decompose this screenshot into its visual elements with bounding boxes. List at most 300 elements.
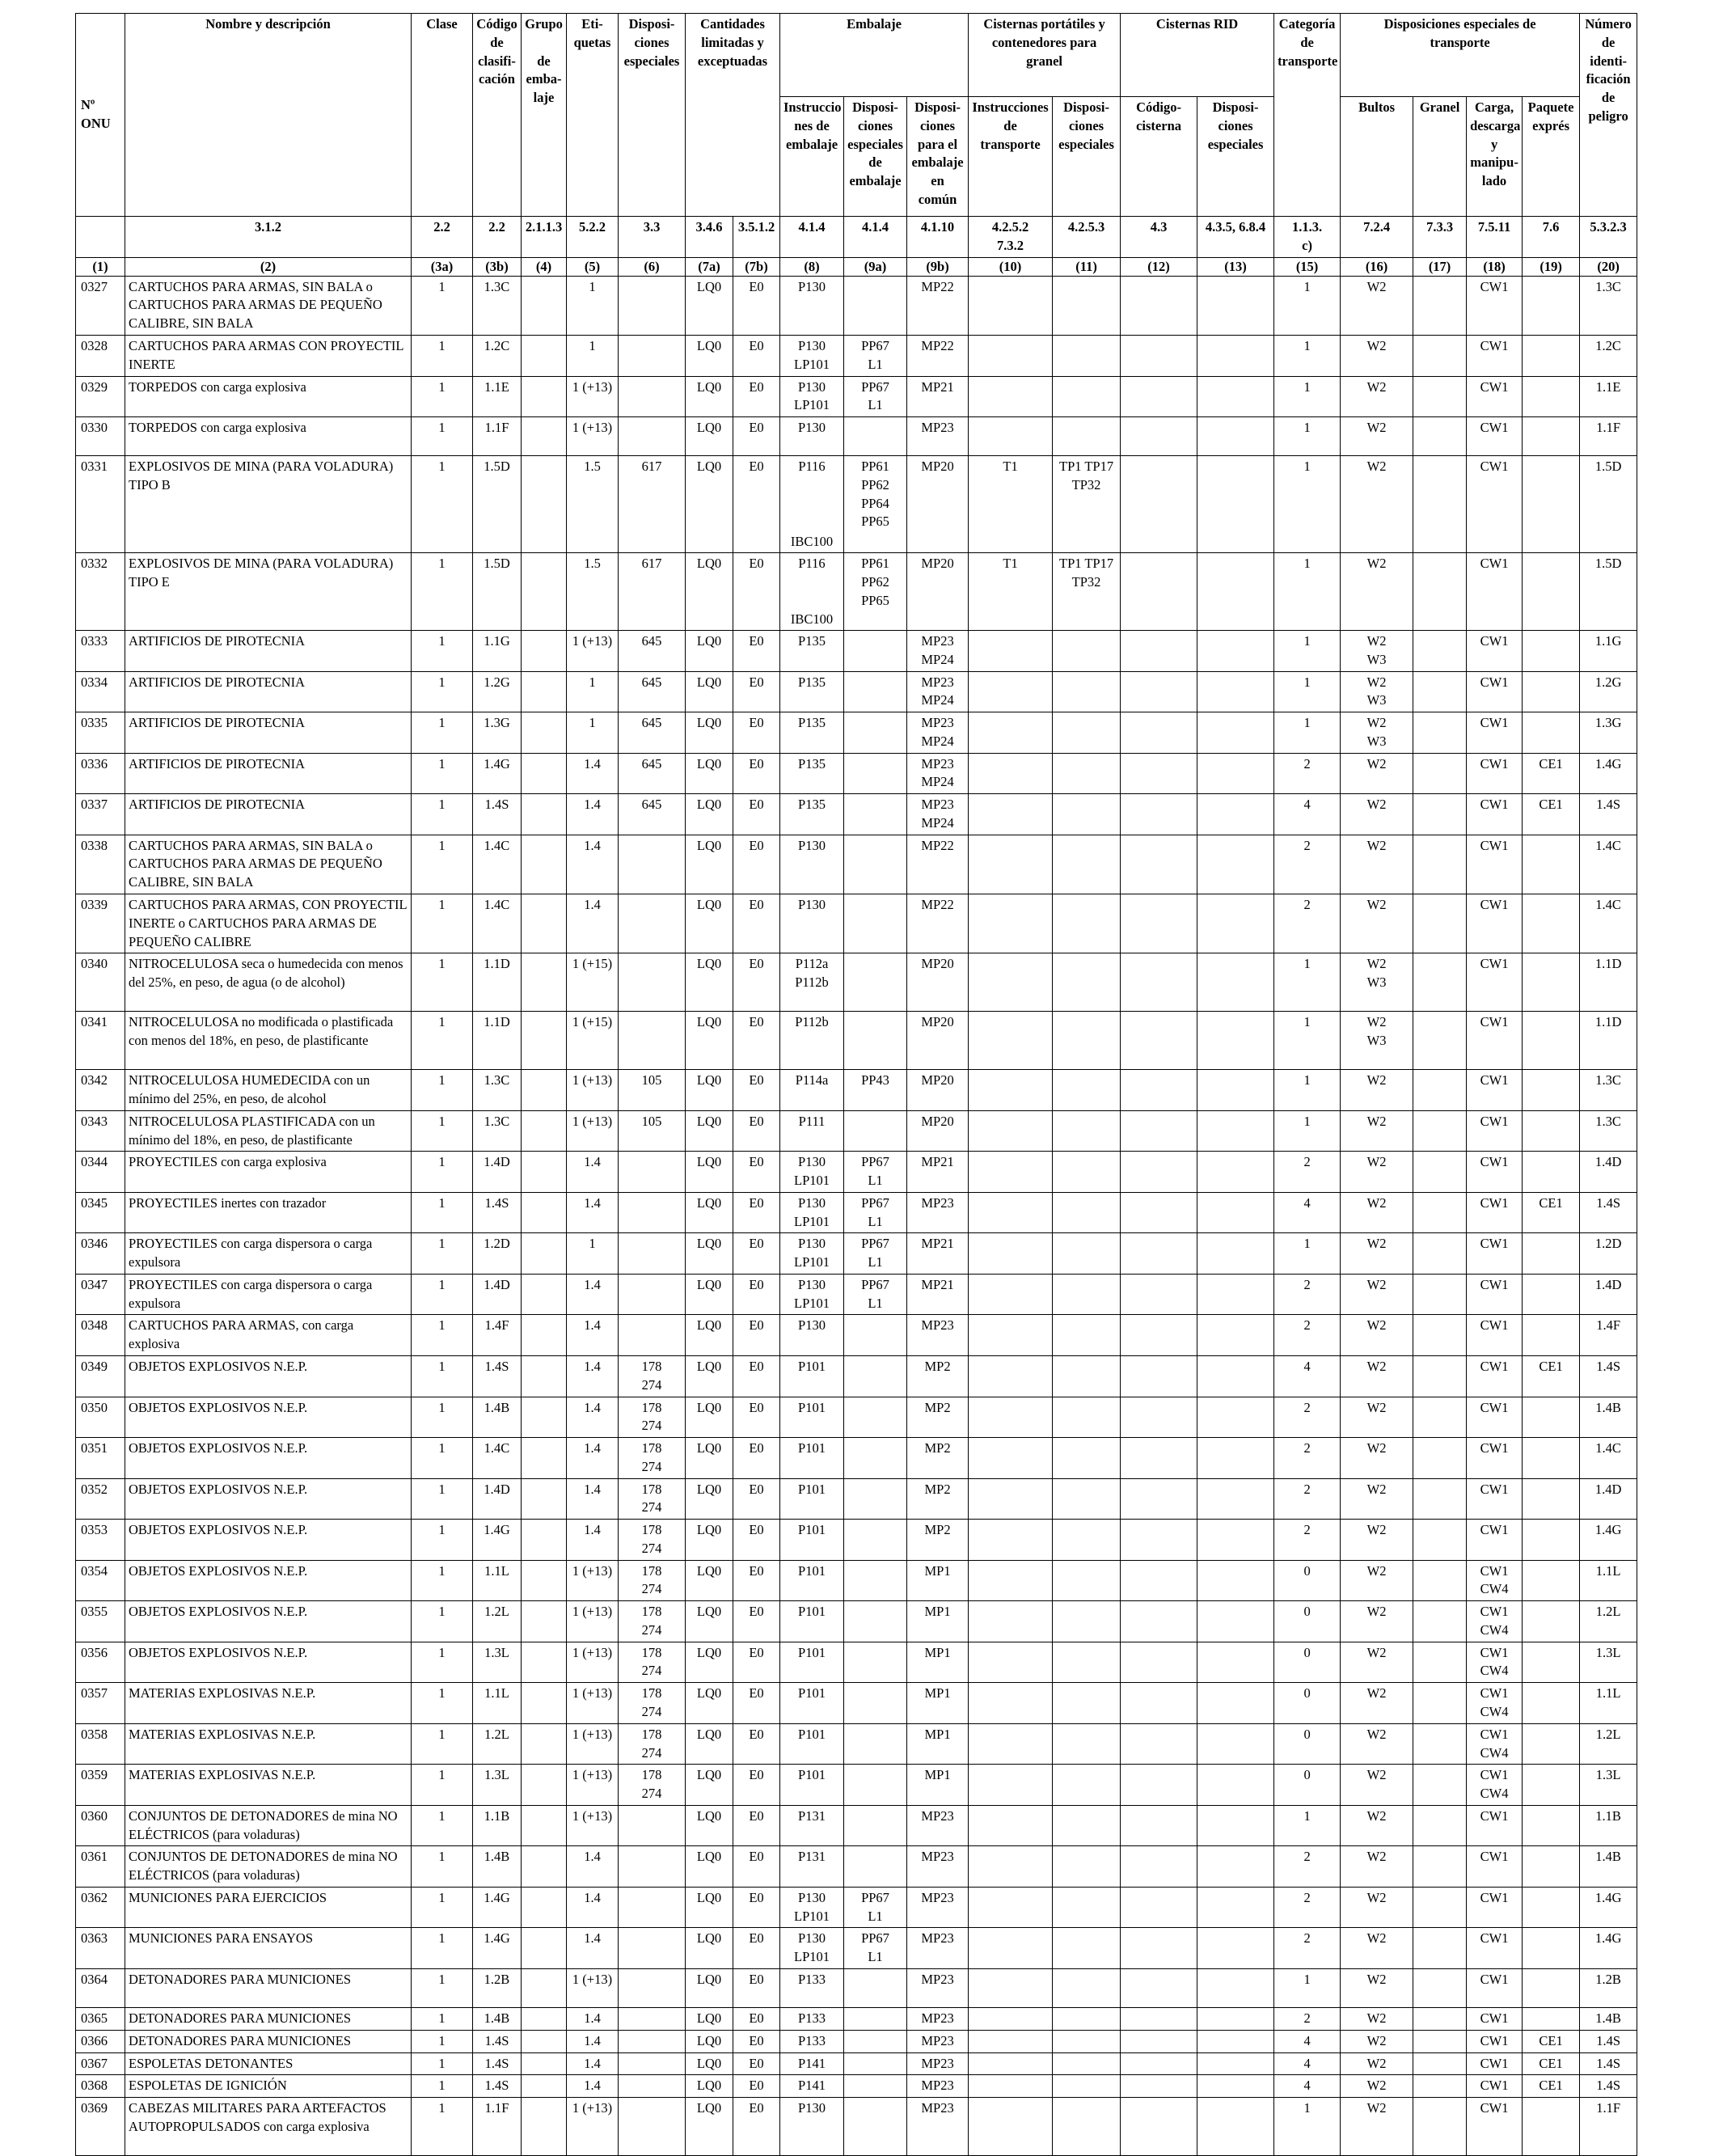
table-cell xyxy=(969,376,1053,417)
table-cell: LQ0 xyxy=(686,1478,733,1520)
table-cell: P130 LP101 xyxy=(780,1928,844,1969)
table-cell xyxy=(969,835,1053,894)
table-cell: 1.4 xyxy=(567,2007,619,2030)
table-cell xyxy=(1053,1765,1121,1806)
table-cell xyxy=(1413,417,1467,456)
name-cell: ARTIFICIOS DE PIROTECNIA xyxy=(125,671,412,712)
table-cell: CW1 xyxy=(1467,2075,1523,2098)
table-cell: 1 xyxy=(412,1356,473,1397)
table-cell: 1 xyxy=(1274,553,1341,631)
table-cell: CE1 xyxy=(1523,1192,1580,1233)
table-cell xyxy=(522,1642,567,1683)
table-cell xyxy=(1053,631,1121,672)
table-cell: 1 (+15) xyxy=(567,953,619,1012)
table-row xyxy=(76,1968,1637,2007)
table-cell: 1 (+13) xyxy=(567,417,619,456)
table-cell xyxy=(1121,1560,1197,1601)
table-cell: W2 xyxy=(1341,1274,1413,1315)
table-cell xyxy=(1121,953,1197,1012)
table-cell: 1.4 xyxy=(567,835,619,894)
reference-cell: 7.6 xyxy=(1523,217,1580,258)
table-cell: LQ0 xyxy=(686,794,733,835)
table-cell: 1 xyxy=(412,1152,473,1193)
table-cell: CW1 xyxy=(1467,1274,1523,1315)
table-cell: 1 xyxy=(412,1723,473,1765)
table-cell xyxy=(1121,1012,1197,1070)
table-cell: 1 xyxy=(567,671,619,712)
table-cell: TP1 TP17 TP32 xyxy=(1053,553,1121,631)
name-cell: EXPLOSIVOS DE MINA (PARA VOLADURA) TIPO E xyxy=(125,553,412,631)
table-row xyxy=(76,1012,1637,1070)
table-cell: 1 (+13) xyxy=(567,1110,619,1152)
table-cell: MP23 xyxy=(907,1846,969,1888)
table-cell xyxy=(1197,1397,1274,1438)
table-row xyxy=(76,1928,1637,1969)
table-cell: E0 xyxy=(733,1928,780,1969)
table-cell: CW1 xyxy=(1467,1846,1523,1888)
table-cell: 1.4 xyxy=(567,2052,619,2075)
table-cell: 1.4G xyxy=(473,753,522,794)
name-cell: CABEZAS MILITARES PARA ARTEFACTOS AUTOPROPULSADOS con carga explosiva xyxy=(125,2098,412,2156)
table-cell xyxy=(1413,376,1467,417)
table-cell: CE1 xyxy=(1523,2052,1580,2075)
table-cell: 1.4S xyxy=(1580,2052,1637,2075)
table-row xyxy=(76,835,1637,894)
table-cell xyxy=(619,1315,686,1356)
table-row xyxy=(76,1233,1637,1275)
column-number-cell: (17) xyxy=(1413,257,1467,276)
table-cell: MP23 xyxy=(907,1887,969,1928)
table-cell xyxy=(969,1356,1053,1397)
table-cell xyxy=(1121,417,1197,456)
header-packing-instructions: Instruccio nes de embalaje xyxy=(780,97,844,217)
table-cell xyxy=(969,1233,1053,1275)
table-cell: 1 xyxy=(1274,2098,1341,2156)
name-cell: OBJETOS EXPLOSIVOS N.E.P. xyxy=(125,1356,412,1397)
name-cell: DETONADORES PARA MUNICIONES xyxy=(125,2007,412,2030)
table-cell: LQ0 xyxy=(686,1805,733,1846)
table-cell xyxy=(1413,712,1467,754)
table-cell: 1.1L xyxy=(473,1683,522,1724)
column-number-cell: (9a) xyxy=(844,257,907,276)
un-number-cell: 0332 xyxy=(76,553,125,631)
table-cell: E0 xyxy=(733,1601,780,1642)
table-cell: LQ0 xyxy=(686,894,733,953)
table-cell xyxy=(522,631,567,672)
un-number-cell: 0358 xyxy=(76,1723,125,1765)
table-cell xyxy=(619,2030,686,2052)
table-cell: W2 xyxy=(1341,376,1413,417)
table-cell xyxy=(1197,2052,1274,2075)
table-cell: 1 xyxy=(412,335,473,376)
column-number-cell: (19) xyxy=(1523,257,1580,276)
un-number-cell: 0336 xyxy=(76,753,125,794)
table-cell xyxy=(522,835,567,894)
table-cell xyxy=(844,1560,907,1601)
table-cell: LQ0 xyxy=(686,553,733,631)
table-cell: CW1 xyxy=(1467,1438,1523,1479)
table-row xyxy=(76,1397,1637,1438)
table-cell: P101 xyxy=(780,1723,844,1765)
table-cell xyxy=(1523,1765,1580,1806)
table-cell: 2 xyxy=(1274,1152,1341,1193)
table-cell: 4 xyxy=(1274,794,1341,835)
un-number-cell: 0333 xyxy=(76,631,125,672)
table-cell: P130 LP101 xyxy=(780,335,844,376)
table-cell: 1 xyxy=(412,1968,473,2007)
table-cell: P135 xyxy=(780,712,844,754)
table-cell xyxy=(619,1274,686,1315)
table-cell: E0 xyxy=(733,1478,780,1520)
name-cell: ESPOLETAS DE IGNICIÓN xyxy=(125,2075,412,2098)
table-cell: W2 xyxy=(1341,1070,1413,1111)
table-cell xyxy=(1053,1152,1121,1193)
table-cell xyxy=(522,1152,567,1193)
table-cell: MP21 xyxy=(907,1152,969,1193)
table-cell: MP20 xyxy=(907,953,969,1012)
table-cell: P101 xyxy=(780,1560,844,1601)
un-number-cell: 0334 xyxy=(76,671,125,712)
table-cell xyxy=(1053,1560,1121,1601)
table-cell: P130 xyxy=(780,1315,844,1356)
table-cell: P130 LP101 xyxy=(780,1887,844,1928)
table-cell xyxy=(1413,1642,1467,1683)
table-cell xyxy=(969,2007,1053,2030)
table-cell xyxy=(969,1642,1053,1683)
table-cell xyxy=(1413,1846,1467,1888)
table-row xyxy=(76,1601,1637,1642)
table-cell: 1.1D xyxy=(473,953,522,1012)
header-bulk: Granel xyxy=(1413,97,1467,217)
table-cell: LQ0 xyxy=(686,1846,733,1888)
un-number-cell: 0349 xyxy=(76,1356,125,1397)
table-cell: 1 xyxy=(412,712,473,754)
packing-instruction: P116 xyxy=(798,556,826,572)
table-cell xyxy=(969,1683,1053,1724)
table-cell xyxy=(1413,1397,1467,1438)
table-cell xyxy=(1053,1070,1121,1111)
table-cell: E0 xyxy=(733,553,780,631)
table-cell: E0 xyxy=(733,753,780,794)
table-cell: MP20 xyxy=(907,1012,969,1070)
table-cell xyxy=(1053,671,1121,712)
table-cell: 2 xyxy=(1274,1520,1341,1561)
table-cell: CW1 xyxy=(1467,794,1523,835)
table-cell: P114a xyxy=(780,1070,844,1111)
table-cell xyxy=(619,1928,686,1969)
reference-cell: 5.2.2 xyxy=(567,217,619,258)
table-cell xyxy=(1053,1110,1121,1152)
table-cell: PP67 L1 xyxy=(844,1274,907,1315)
table-cell xyxy=(522,1560,567,1601)
table-cell xyxy=(1053,376,1121,417)
table-cell xyxy=(844,1356,907,1397)
table-cell xyxy=(1523,2098,1580,2156)
table-cell: 1 xyxy=(412,276,473,335)
table-cell: 4 xyxy=(1274,2030,1341,2052)
table-cell xyxy=(1413,2007,1467,2030)
reference-cell: 3.1.2 xyxy=(125,217,412,258)
table-cell: W2 W3 xyxy=(1341,631,1413,672)
table-cell: 1.2C xyxy=(1580,335,1637,376)
name-cell: CARTUCHOS PARA ARMAS, CON PROYECTIL INERTE o CARTUCHOS PARA ARMAS DE PEQUEÑO CALIBRE xyxy=(125,894,412,953)
table-cell: CW1 xyxy=(1467,835,1523,894)
table-cell xyxy=(844,1315,907,1356)
table-row xyxy=(76,2007,1637,2030)
table-cell: W2 xyxy=(1341,2030,1413,2052)
table-cell xyxy=(1197,1438,1274,1479)
table-cell: 1 xyxy=(412,1642,473,1683)
table-cell: 1.3C xyxy=(473,1110,522,1152)
table-cell: 1.4G xyxy=(1580,1928,1637,1969)
table-cell xyxy=(1413,1765,1467,1806)
table-cell: 1 xyxy=(412,835,473,894)
un-number-cell: 0360 xyxy=(76,1805,125,1846)
table-cell xyxy=(522,456,567,553)
table-cell: E0 xyxy=(733,1642,780,1683)
table-cell: 1.1E xyxy=(1580,376,1637,417)
table-cell xyxy=(1053,1438,1121,1479)
table-cell: CW1 xyxy=(1467,1520,1523,1561)
table-cell: 1.4 xyxy=(567,1152,619,1193)
table-cell xyxy=(969,894,1053,953)
table-cell: LQ0 xyxy=(686,671,733,712)
table-cell: 1.3L xyxy=(1580,1642,1637,1683)
un-number-cell: 0365 xyxy=(76,2007,125,2030)
table-cell xyxy=(844,1397,907,1438)
table-cell: E0 xyxy=(733,456,780,553)
table-cell: LQ0 xyxy=(686,417,733,456)
table-cell xyxy=(844,276,907,335)
table-cell xyxy=(1523,712,1580,754)
table-cell: 1.3L xyxy=(473,1642,522,1683)
table-cell xyxy=(1413,335,1467,376)
ibc-instruction: IBC100 xyxy=(790,611,834,628)
table-row xyxy=(76,553,1637,631)
table-cell: MP20 xyxy=(907,1070,969,1111)
table-cell: 4 xyxy=(1274,2075,1341,2098)
table-cell xyxy=(1523,1887,1580,1928)
table-cell xyxy=(1197,1233,1274,1275)
table-cell xyxy=(1053,2098,1121,2156)
table-cell xyxy=(1121,794,1197,835)
table-cell xyxy=(1053,794,1121,835)
table-cell xyxy=(522,417,567,456)
name-cell: PROYECTILES con carga dispersora o carga expulsora xyxy=(125,1233,412,1275)
table-cell: CW1 CW4 xyxy=(1467,1765,1523,1806)
table-cell xyxy=(1523,631,1580,672)
name-cell: OBJETOS EXPLOSIVOS N.E.P. xyxy=(125,1601,412,1642)
table-cell: 1.4D xyxy=(1580,1478,1637,1520)
table-cell: LQ0 xyxy=(686,631,733,672)
name-cell: OBJETOS EXPLOSIVOS N.E.P. xyxy=(125,1478,412,1520)
reference-cell: 4.3.5, 6.8.4 xyxy=(1197,217,1274,258)
table-cell: 1.1F xyxy=(473,2098,522,2156)
table-cell: LQ0 xyxy=(686,2052,733,2075)
name-cell: MATERIAS EXPLOSIVAS N.E.P. xyxy=(125,1683,412,1724)
table-cell: 2 xyxy=(1274,1846,1341,1888)
table-cell: 1 (+13) xyxy=(567,1723,619,1765)
table-cell: 0 xyxy=(1274,1560,1341,1601)
table-cell: CW1 xyxy=(1467,1152,1523,1193)
name-cell: ARTIFICIOS DE PIROTECNIA xyxy=(125,753,412,794)
table-cell: CE1 xyxy=(1523,1356,1580,1397)
table-cell xyxy=(969,712,1053,754)
table-cell xyxy=(1523,1805,1580,1846)
table-cell: 1 xyxy=(412,1765,473,1806)
table-cell xyxy=(1121,1601,1197,1642)
un-number-cell: 0366 xyxy=(76,2030,125,2052)
table-cell: 645 xyxy=(619,631,686,672)
table-cell: W2 xyxy=(1341,335,1413,376)
table-cell xyxy=(969,2098,1053,2156)
un-number-cell: 0341 xyxy=(76,1012,125,1070)
table-cell xyxy=(1197,753,1274,794)
column-number-cell: (9b) xyxy=(907,257,969,276)
table-cell: P112a P112b xyxy=(780,953,844,1012)
table-cell: 1.4S xyxy=(473,1192,522,1233)
table-cell: 1.4C xyxy=(473,894,522,953)
table-cell: 1.3G xyxy=(473,712,522,754)
table-cell xyxy=(1523,1846,1580,1888)
un-number-cell: 0362 xyxy=(76,1887,125,1928)
reference-cell xyxy=(76,217,125,258)
table-cell xyxy=(1121,376,1197,417)
table-cell xyxy=(619,2052,686,2075)
table-cell xyxy=(1197,2098,1274,2156)
table-cell: E0 xyxy=(733,2030,780,2052)
table-cell: 1.1E xyxy=(473,376,522,417)
table-cell xyxy=(1053,1642,1121,1683)
column-number-cell: (7b) xyxy=(733,257,780,276)
table-cell: CW1 xyxy=(1467,1192,1523,1233)
table-cell xyxy=(522,2075,567,2098)
table-cell xyxy=(1121,1765,1197,1806)
table-cell xyxy=(844,894,907,953)
table-cell xyxy=(1413,1478,1467,1520)
table-cell: MP1 xyxy=(907,1601,969,1642)
table-cell xyxy=(1197,1152,1274,1193)
table-cell: P101 xyxy=(780,1642,844,1683)
name-cell: MATERIAS EXPLOSIVAS N.E.P. xyxy=(125,1723,412,1765)
table-cell: 1 xyxy=(412,1520,473,1561)
table-cell xyxy=(1413,276,1467,335)
header-rid-tanks: Cisternas RID xyxy=(1121,14,1274,97)
table-cell: 1 xyxy=(412,553,473,631)
table-row xyxy=(76,417,1637,456)
table-cell xyxy=(1413,1274,1467,1315)
table-cell: 2 xyxy=(1274,835,1341,894)
table-cell xyxy=(844,1846,907,1888)
table-cell: E0 xyxy=(733,1765,780,1806)
table-cell xyxy=(1523,417,1580,456)
table-cell xyxy=(1121,1110,1197,1152)
column-number-cell: (3b) xyxy=(473,257,522,276)
table-cell xyxy=(1413,1928,1467,1969)
table-cell: 1.5D xyxy=(1580,553,1637,631)
table-cell xyxy=(1523,1438,1580,1479)
un-number-cell: 0356 xyxy=(76,1642,125,1683)
name-cell: OBJETOS EXPLOSIVOS N.E.P. xyxy=(125,1560,412,1601)
table-cell: 1.4B xyxy=(1580,1846,1637,1888)
table-cell: PP67 L1 xyxy=(844,335,907,376)
table-cell: LQ0 xyxy=(686,1968,733,2007)
table-cell: 645 xyxy=(619,794,686,835)
table-cell: MP21 xyxy=(907,376,969,417)
table-cell xyxy=(522,671,567,712)
reference-cell: 4.1.4 xyxy=(844,217,907,258)
table-cell: 1 xyxy=(567,712,619,754)
table-cell xyxy=(1413,1012,1467,1070)
table-cell: P130 LP101 xyxy=(780,1274,844,1315)
header-tank-special-provisions: Disposi- ciones especiales xyxy=(1053,97,1121,217)
table-cell: 1 (+13) xyxy=(567,376,619,417)
table-cell xyxy=(969,2052,1053,2075)
table-cell xyxy=(619,1233,686,1275)
table-cell: 1 (+13) xyxy=(567,2098,619,2156)
table-cell xyxy=(1053,835,1121,894)
table-cell: 178 274 xyxy=(619,1520,686,1561)
table-cell: P133 xyxy=(780,1968,844,2007)
table-cell: P130 xyxy=(780,417,844,456)
table-cell: CW1 xyxy=(1467,1356,1523,1397)
table-cell xyxy=(619,835,686,894)
table-cell xyxy=(844,2098,907,2156)
table-cell xyxy=(1413,1152,1467,1193)
table-cell: W2 xyxy=(1341,276,1413,335)
table-cell: MP23 xyxy=(907,1315,969,1356)
table-cell xyxy=(1523,335,1580,376)
un-number-cell: 0353 xyxy=(76,1520,125,1561)
table-cell: LQ0 xyxy=(686,1192,733,1233)
table-cell: 617 xyxy=(619,553,686,631)
header-packages: Bultos xyxy=(1341,97,1413,217)
table-cell: P131 xyxy=(780,1805,844,1846)
table-cell: 105 xyxy=(619,1070,686,1111)
table-cell xyxy=(1523,1723,1580,1765)
table-cell xyxy=(1523,1315,1580,1356)
table-cell: 1.2D xyxy=(1580,1233,1637,1275)
table-cell: 1 xyxy=(412,1560,473,1601)
table-cell: E0 xyxy=(733,1438,780,1479)
table-cell xyxy=(1197,835,1274,894)
table-cell: W2 xyxy=(1341,1315,1413,1356)
table-cell: P135 xyxy=(780,631,844,672)
table-cell: CW1 xyxy=(1467,1012,1523,1070)
table-row xyxy=(76,276,1637,335)
table-cell xyxy=(1523,1274,1580,1315)
table-cell: LQ0 xyxy=(686,2098,733,2156)
table-cell: MP23 xyxy=(907,2098,969,2156)
header-special-provisions: Disposi- ciones especiales xyxy=(619,14,686,217)
table-cell xyxy=(1121,835,1197,894)
table-cell: 1.2L xyxy=(473,1723,522,1765)
name-cell: ARTIFICIOS DE PIROTECNIA xyxy=(125,712,412,754)
table-cell: P141 xyxy=(780,2052,844,2075)
table-cell: MP23 MP24 xyxy=(907,631,969,672)
un-number-cell: 0367 xyxy=(76,2052,125,2075)
table-cell xyxy=(1523,1397,1580,1438)
table-cell: 1.4S xyxy=(473,2075,522,2098)
table-cell: LQ0 xyxy=(686,1683,733,1724)
table-cell: E0 xyxy=(733,1152,780,1193)
table-cell xyxy=(522,1887,567,1928)
table-cell: LQ0 xyxy=(686,1274,733,1315)
table-cell: LQ0 xyxy=(686,2030,733,2052)
table-cell: 1.4B xyxy=(473,1846,522,1888)
table-cell xyxy=(1053,1397,1121,1438)
table-cell: CW1 xyxy=(1467,1887,1523,1928)
